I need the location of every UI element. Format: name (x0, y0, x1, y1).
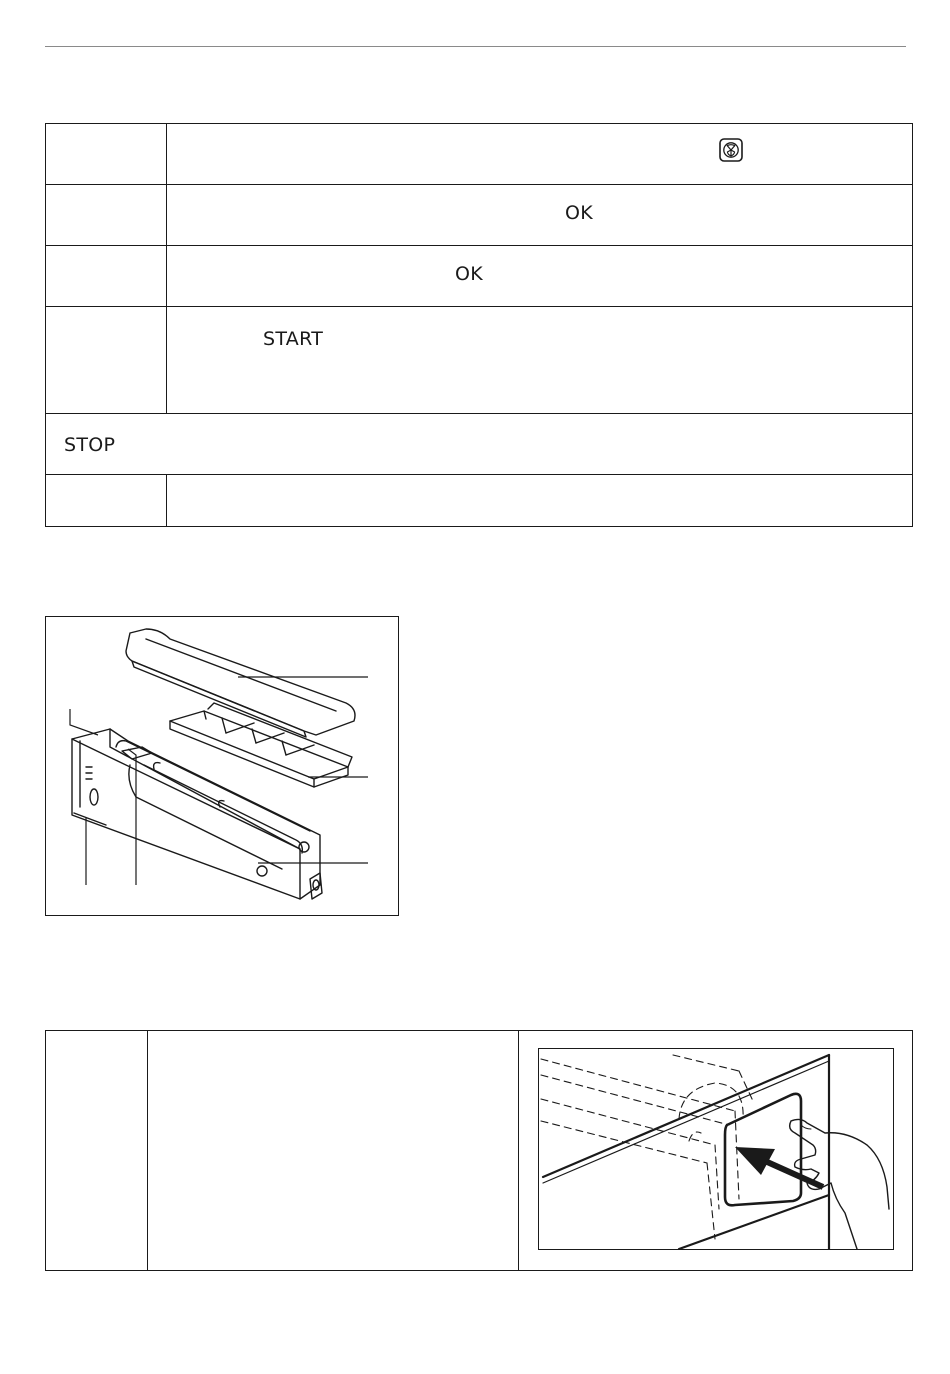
start-key-label: START (263, 328, 324, 350)
full-width-note-cell (46, 414, 913, 475)
water-drawer-diagram (45, 616, 399, 916)
column-divider (518, 1031, 519, 1270)
table-row (46, 124, 913, 185)
stop-key-label: STOP (64, 434, 116, 456)
callout-line-frame (70, 709, 98, 735)
step-number-cell (46, 246, 167, 307)
step-number-cell (46, 475, 167, 527)
steps-table (45, 123, 913, 527)
step-description-cell (167, 124, 913, 185)
step-number-cell (46, 185, 167, 246)
water-drawer-illustration (46, 617, 398, 915)
table-row (46, 307, 913, 414)
step-description-cell (167, 185, 913, 246)
instruction-table (45, 1030, 913, 1271)
table-row (46, 475, 913, 527)
push-drawer-drawing (539, 1049, 893, 1249)
push-drawer-illustration (538, 1048, 894, 1250)
table-row (46, 185, 913, 246)
column-divider (147, 1031, 148, 1270)
step-number-cell (46, 307, 167, 414)
top-rule (45, 46, 906, 47)
ok-key-label: OK (565, 202, 594, 224)
fan-icon (719, 138, 743, 162)
arrow-icon (735, 1147, 823, 1187)
step-description-cell (167, 307, 913, 414)
step-description-cell (167, 246, 913, 307)
ok-key-label: OK (455, 263, 484, 285)
table-row (46, 414, 913, 475)
table-row (46, 246, 913, 307)
step-number-cell (46, 124, 167, 185)
step-description-cell (167, 475, 913, 527)
